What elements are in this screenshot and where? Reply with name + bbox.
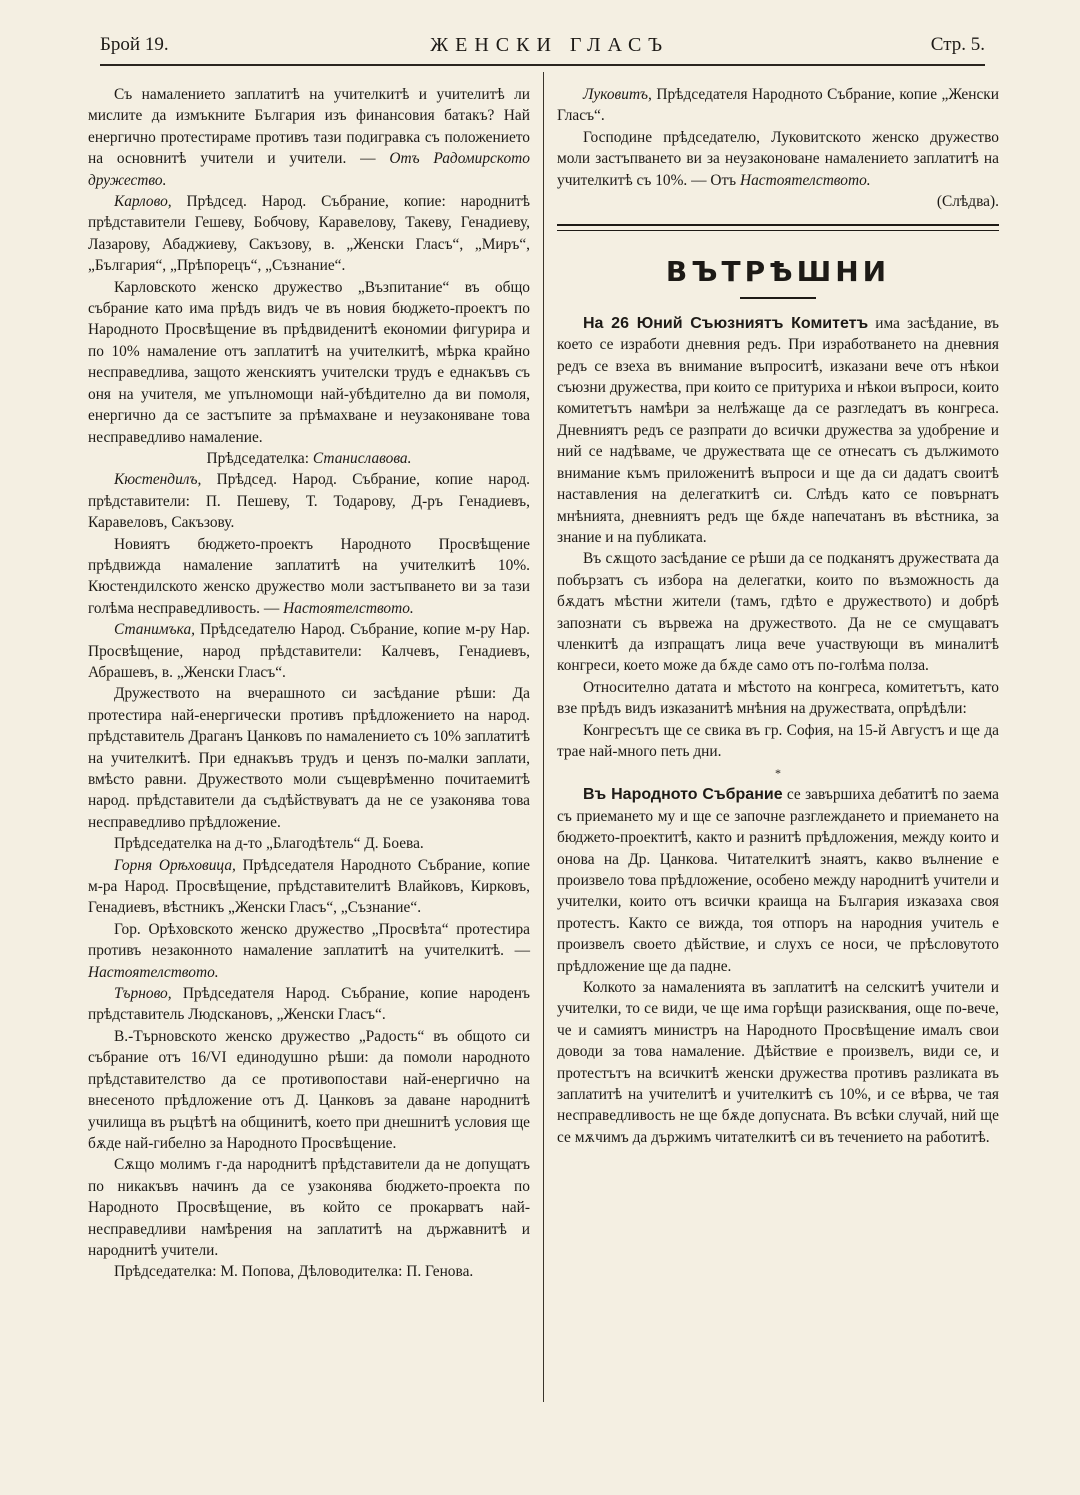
committee-news-p2: Въ сѫщото засѣдание се рѣши да се подканятъ дружествата да побързатъ съ избора на делегатки, които по възможность да бѫдатъ мѣстни жители (тамъ, гдѣто е дружеството) и добрѣ запознати съ вървежа на дружеството. Да не се смущаватъ членкитѣ да изпращатъ лица вече участвующи въ миналитѣ конгреси, което може да бѫде само отъ по-голѣма полза.: [557, 550, 999, 675]
parliament-news: Въ Народното Събрание се завършиха дебатитѣ по заема съ приемането му и ще се започне разглеждането и приемането на бюджето-проектитѣ, както и разнитѣ прѣдложения, между които и онова на Др. Цанкова. Читателкитѣ знаятъ, какво вълнение е произвело това прѣдложение, особено между народнитѣ учители и учителки, които отъ всички краища на България изказаха своя протестъ. Както се вижда, тоя отпоръ на народния учитель е произвелъ своето дѣйствие, и слухъ се носи, че прѣсловутото прѣдложение ще да падне.: [557, 786, 999, 975]
stanimaka-signature: Прѣдседателка на д-то „Благодѣтель“ Д. Боева.: [114, 835, 424, 853]
radomir-signature: Отъ Радомирското дружество.: [88, 150, 530, 189]
karlovo-text: Карловското женско дружество „Възпитание“ въ общо събрание като има прѣдъ видъ че въ новия бюджето-проектъ по Народното Просвѣщение въ прѣдвиденитѣ економии фигурира и по 10% намаление отъ заплатитѣ на учителкитѣ, мѣрка крайно несправедлива, защото женскиятъ учителски трудъ е еднакъвъ съ оня на учителя, ме упълномощи най-убѣдително да ви помоля, енергично да се застъпите за прѣмахване и неузаконяване това несправедливо намаление.: [88, 278, 530, 446]
parliament-news-p2: Колкото за намаленията въ заплатитѣ на селскитѣ учители и учителки, то се види, че ще има горѣщи разисквания, още по-вече, че и самиятъ министръ на Народното Просвѣщение ималъ свои доводи за това намаление. Дѣйствие е произвелъ, види се, и протестътъ на всичкитѣ женски дружества противъ разликата въ заплатитѣ на учителитѣ и учителкитѣ съ 10%, и се вѣрва, че тая несправедливость не ще бѫде допусната. Въ всѣки случай, ний ще се мѫчимъ да държимъ читателкитѣ си въ течението на работитѣ.: [557, 979, 999, 1146]
page-number: Стр. 5.: [930, 34, 985, 55]
gorna-oryahovitsa-signature: Настоятелството.: [88, 963, 219, 981]
right-column: [557, 84, 999, 1148]
parliament-news-lead: Въ Народното Събрание: [583, 786, 783, 804]
committee-news-lead: На 26 Юний Съюзниятъ Комитетъ: [583, 314, 869, 332]
section-double-rule: [557, 224, 999, 231]
section-title-rule: [740, 297, 816, 299]
lukovit-place: Луковитъ,: [583, 86, 652, 103]
gorna-oryahovitsa-place: Горня Орѣховица,: [114, 856, 236, 874]
kyustendil-place: Кюстендилъ,: [114, 471, 202, 489]
karlovo-place: Карлово,: [114, 193, 172, 211]
radomir-telegram: Съ намалението заплатитѣ на учителкитѣ и учителитѣ ли мислите да измъкните България изъ финансовия батакъ? Най енергично протестираме противъ тази подигравка съ положението на основнитѣ учители и учители. — Отъ Радомирското дружество.: [88, 86, 530, 189]
continued-note: (Слѣдва).: [936, 193, 999, 211]
newspaper-title: ЖЕНСКИ ГЛАСЪ: [430, 33, 670, 56]
kyustendil-address: Кюстендилъ, Прѣдсед. Народ. Събрание, копие народ. прѣдставители: П. Пешеву, Т. Тодарову, Д-ръ Генадиевъ, Каравеловъ, Сакъзову.: [88, 471, 530, 532]
gorna-oryahovitsa-text: Гор. Орѣховското женско дружество „Просвѣта“ протестира противъ незаконното намаление заплатитѣ на учителкитѣ. — Настоятелството.: [88, 920, 530, 981]
stanimaka-text: Дружеството на вчерашното си засѣдание рѣши: Да протестира най-енергически противъ прѣдложението на народ. прѣдставитель Драганъ Цанковъ по намалението съ 10% заплатитѣ на учителкитѣ. При еднакъвъ трудъ и цензъ по-малки заплати, вмѣсто равни. Дружеството моли същеврѣменно почитаемитѣ народ. прѣдставители да съдѣйствуватъ да не се узаконява това несправедливо прѣдложение.: [88, 685, 530, 831]
section-title: ВЪТРѢШНИ: [665, 255, 891, 289]
section-separator-star: *: [775, 766, 781, 781]
lukovit-text: Господине прѣдседателю, Луковитското женско дружество моли застъпването ви за неузаконоване намалението заплатитѣ на учителкитѣ съ 10%. — Отъ Настоятелството.: [557, 128, 999, 189]
issue-number: Брой 19.: [100, 34, 169, 55]
page-header: [100, 28, 985, 62]
karlovo-address: Карлово, Прѣдсед. Народ. Събрание, копие: народнитѣ прѣдставители Гешеву, Бобчову, Каравелову, Такеву, Генадиеву, Лазарову, Абаджиеву, Сакъзову, в. „Женски Гласъ“, „Миръ“, „България“, „Прѣпорецъ“, „Съзнание“.: [88, 193, 530, 275]
tarnovo-text: В.-Търновското женско дружество „Радость“ въ общото си събрание отъ 16/VI единодушно рѣши: да помоли народното прѣдставителство да се противопостави най-енергично на внесеното прѣдложение отъ Д. Цанковъ за даване народнитѣ училища въ ръцѣтѣ на общинитѣ, което при днешнитѣ условия ще бѫде най-гибелно за Народното Просвѣщение.: [88, 1027, 530, 1152]
tarnovo-text-2: Сѫщо молимъ г-да народнитѣ прѣдставители да не допущатъ по никакъвъ начинъ да се узаконява бюджето-проекта по Народното Просвѣщение, въ който се прокарватъ най-несправедливи намѣрения на заплатитѣ на държавнитѣ и народнитѣ учители.: [88, 1156, 530, 1259]
tarnovo-signature: Прѣдседателка: М. Попова, Дѣловодителка: П. Генова.: [114, 1263, 474, 1281]
header-rule: [100, 64, 985, 66]
kyustendil-text: Новиятъ бюджето-проектъ Народното Просвѣщение прѣдвижда намаление заплатитѣ на учителкитѣ 10%. Кюстендилското женско дружество моли застъпването ви за тази голѣма несправедливость. — Настоятелството.: [88, 535, 530, 617]
stanimaka-address: Станимъка, Прѣдседателю Народ. Събрание, копие м-ру Нар. Просвѣщение, народ прѣдставители: Калчевъ, Генадиевъ, Абрашевъ, в. „Женски Гласъ“.: [88, 621, 531, 681]
tarnovo-place: Търново,: [114, 985, 172, 1003]
kyustendil-signature: Настоятелството.: [283, 599, 414, 617]
karlovo-signature: Прѣдседателка: Станиславова.: [206, 449, 412, 467]
gorna-oryahovitsa-address: Горня Орѣховица, Прѣдседателя Народното Събрание, копие м-ра Народ. Просвѣщение, прѣдставителитѣ Влайковъ, Кирковъ, Генадиевъ, вѣстникъ „Женски Гласъ“, „Съзнание“.: [88, 856, 530, 917]
committee-news: На 26 Юний Съюзниятъ Комитетъ има засѣдание, въ което се изработи дневния редъ. При изработването на дневния редъ се взеха въ внимание въпроситѣ, изказани вече отъ нѣкои съюзни дружества, при които се притуриха и нѣкои въпроси, които комитетътъ намѣри за нелѣжаще да се разгледатъ въ конгреса. Дневниятъ редъ се разпрати до всички дружества за удобрение и ний се надѣваме, че дружествата ще се отнесатъ съ дължимото внимание къмъ приложенитѣ въпроси и ще да си дадатъ своитѣ наставления на делегаткитѣ си. Слѣдъ като се повърнатъ мнѣнията, дневниятъ редъ ще бѫде напечатанъ въ вѣстника, за знание и на публиката.: [557, 314, 999, 546]
stanimaka-place: Станимъка,: [114, 621, 195, 639]
lukovit-address: Луковитъ, Прѣдседателя Народното Събрание, копие „Женски Гласъ“.: [557, 86, 999, 125]
lukovit-signature: Настоятелството.: [740, 171, 871, 189]
committee-news-p3: Относително датата и мѣстото на конгреса, комитетътъ, като взе прѣдъ видъ изказанитѣ мнѣния на дружествата, опрѣдѣли:: [557, 678, 999, 718]
committee-news-p4: Конгресътъ ще се свика въ гр. София, на 15-й Августъ и ще да трае най-много петь дни.: [557, 721, 999, 760]
column-divider: [543, 72, 544, 1402]
left-column: [88, 84, 530, 1283]
tarnovo-address: Търново, Прѣдседателя Народ. Събрание, копие народенъ прѣдставитель Людскановъ, „Женски Гласъ“.: [88, 985, 530, 1024]
